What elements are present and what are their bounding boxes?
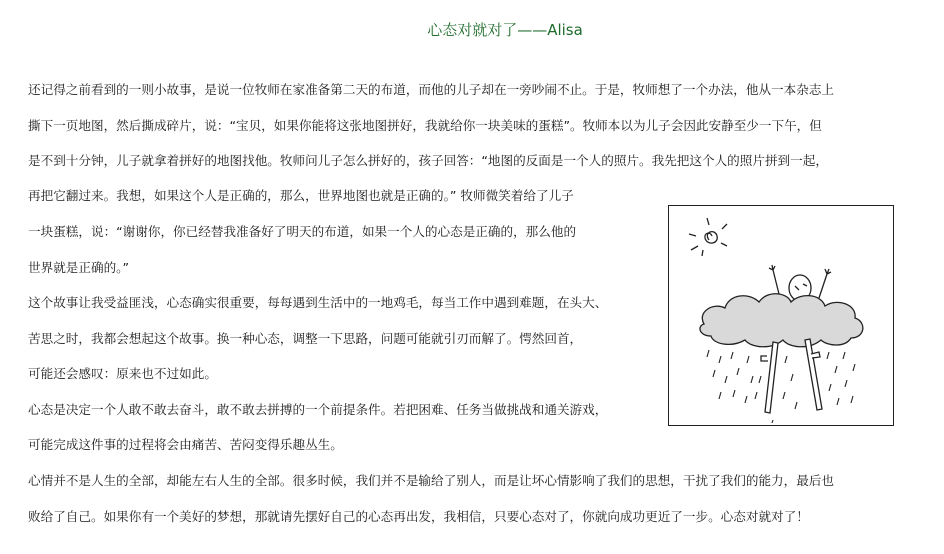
paragraph-line: 这个故事让我受益匪浅，心态确实很重要，每每遇到生活中的一地鸡毛，每当工作中遇到难题，在头大、 [28,295,608,310]
paragraph-line: 一块蛋糕，说：“谢谢你，你已经替我准备好了明天的布道，如果一个人的心态是正确的，那么他的 [28,224,577,239]
cloud-shape [700,294,863,347]
page-title: 心态对就对了——Alisa [427,21,583,39]
stilts [761,339,822,413]
rain-drops [707,350,855,423]
paragraph-line: 苦思之时，我都会想起这个故事。换一种心态，调整一下思路，问题可能就引刃而解了。愕然回首， [28,331,583,346]
paragraph-line: 败给了自己。如果你有一个美好的梦想，那就请先摆好自己的心态再出发，我相信，只要心态对了，你就向成功更近了一步。心态对就对了！ [28,509,809,524]
paragraph-line: 再把它翻过来。我想，如果这个人是正确的，那么，世界地图也就是正确的。” 牧师微笑着给了儿子 [28,188,574,203]
paragraph-line: 可能完成这件事的过程将会由痛苦、苦闷变得乐趣丛生。 [28,437,343,452]
paragraph-line: 撕下一页地图，然后撕成碎片，说：“宝贝，如果你能将这张地图拼好，我就给你一块美味的蛋糕”。牧师本以为儿子会因此安静至少一下午，但 [28,118,822,133]
paragraph-line: 是不到十分钟，儿子就拿着拼好的地图找他。牧师问儿子怎么拼好的，孩子回答：“地图的反面是一个人的照片。我先把这个人的照片拼到一起， [28,153,828,168]
sun-icon [689,218,727,256]
paragraph-line: 可能还会感叹：原来也不过如此。 [28,366,217,381]
paragraph-line: 世界就是正确的。” [28,260,129,275]
illustration-drawing [669,206,892,424]
paragraph-line: 心态是决定一个人敢不敢去奋斗，敢不敢去拼搏的一个前提条件。若把困难、任务当做挑战和通关游戏， [28,402,608,417]
stilts-illustration [668,205,894,426]
paragraph-line: 心情并不是人生的全部，却能左右人生的全部。很多时候，我们并不是输给了别人，而是让坏心情影响了我们的思想，干扰了我们的能力，最后也 [28,473,834,488]
paragraph-line: 还记得之前看到的一则小故事，是说一位牧师在家准备第二天的布道，而他的儿子却在一旁吵闹不止。于是，牧师想了一个办法，他从一本杂志上 [28,82,834,97]
